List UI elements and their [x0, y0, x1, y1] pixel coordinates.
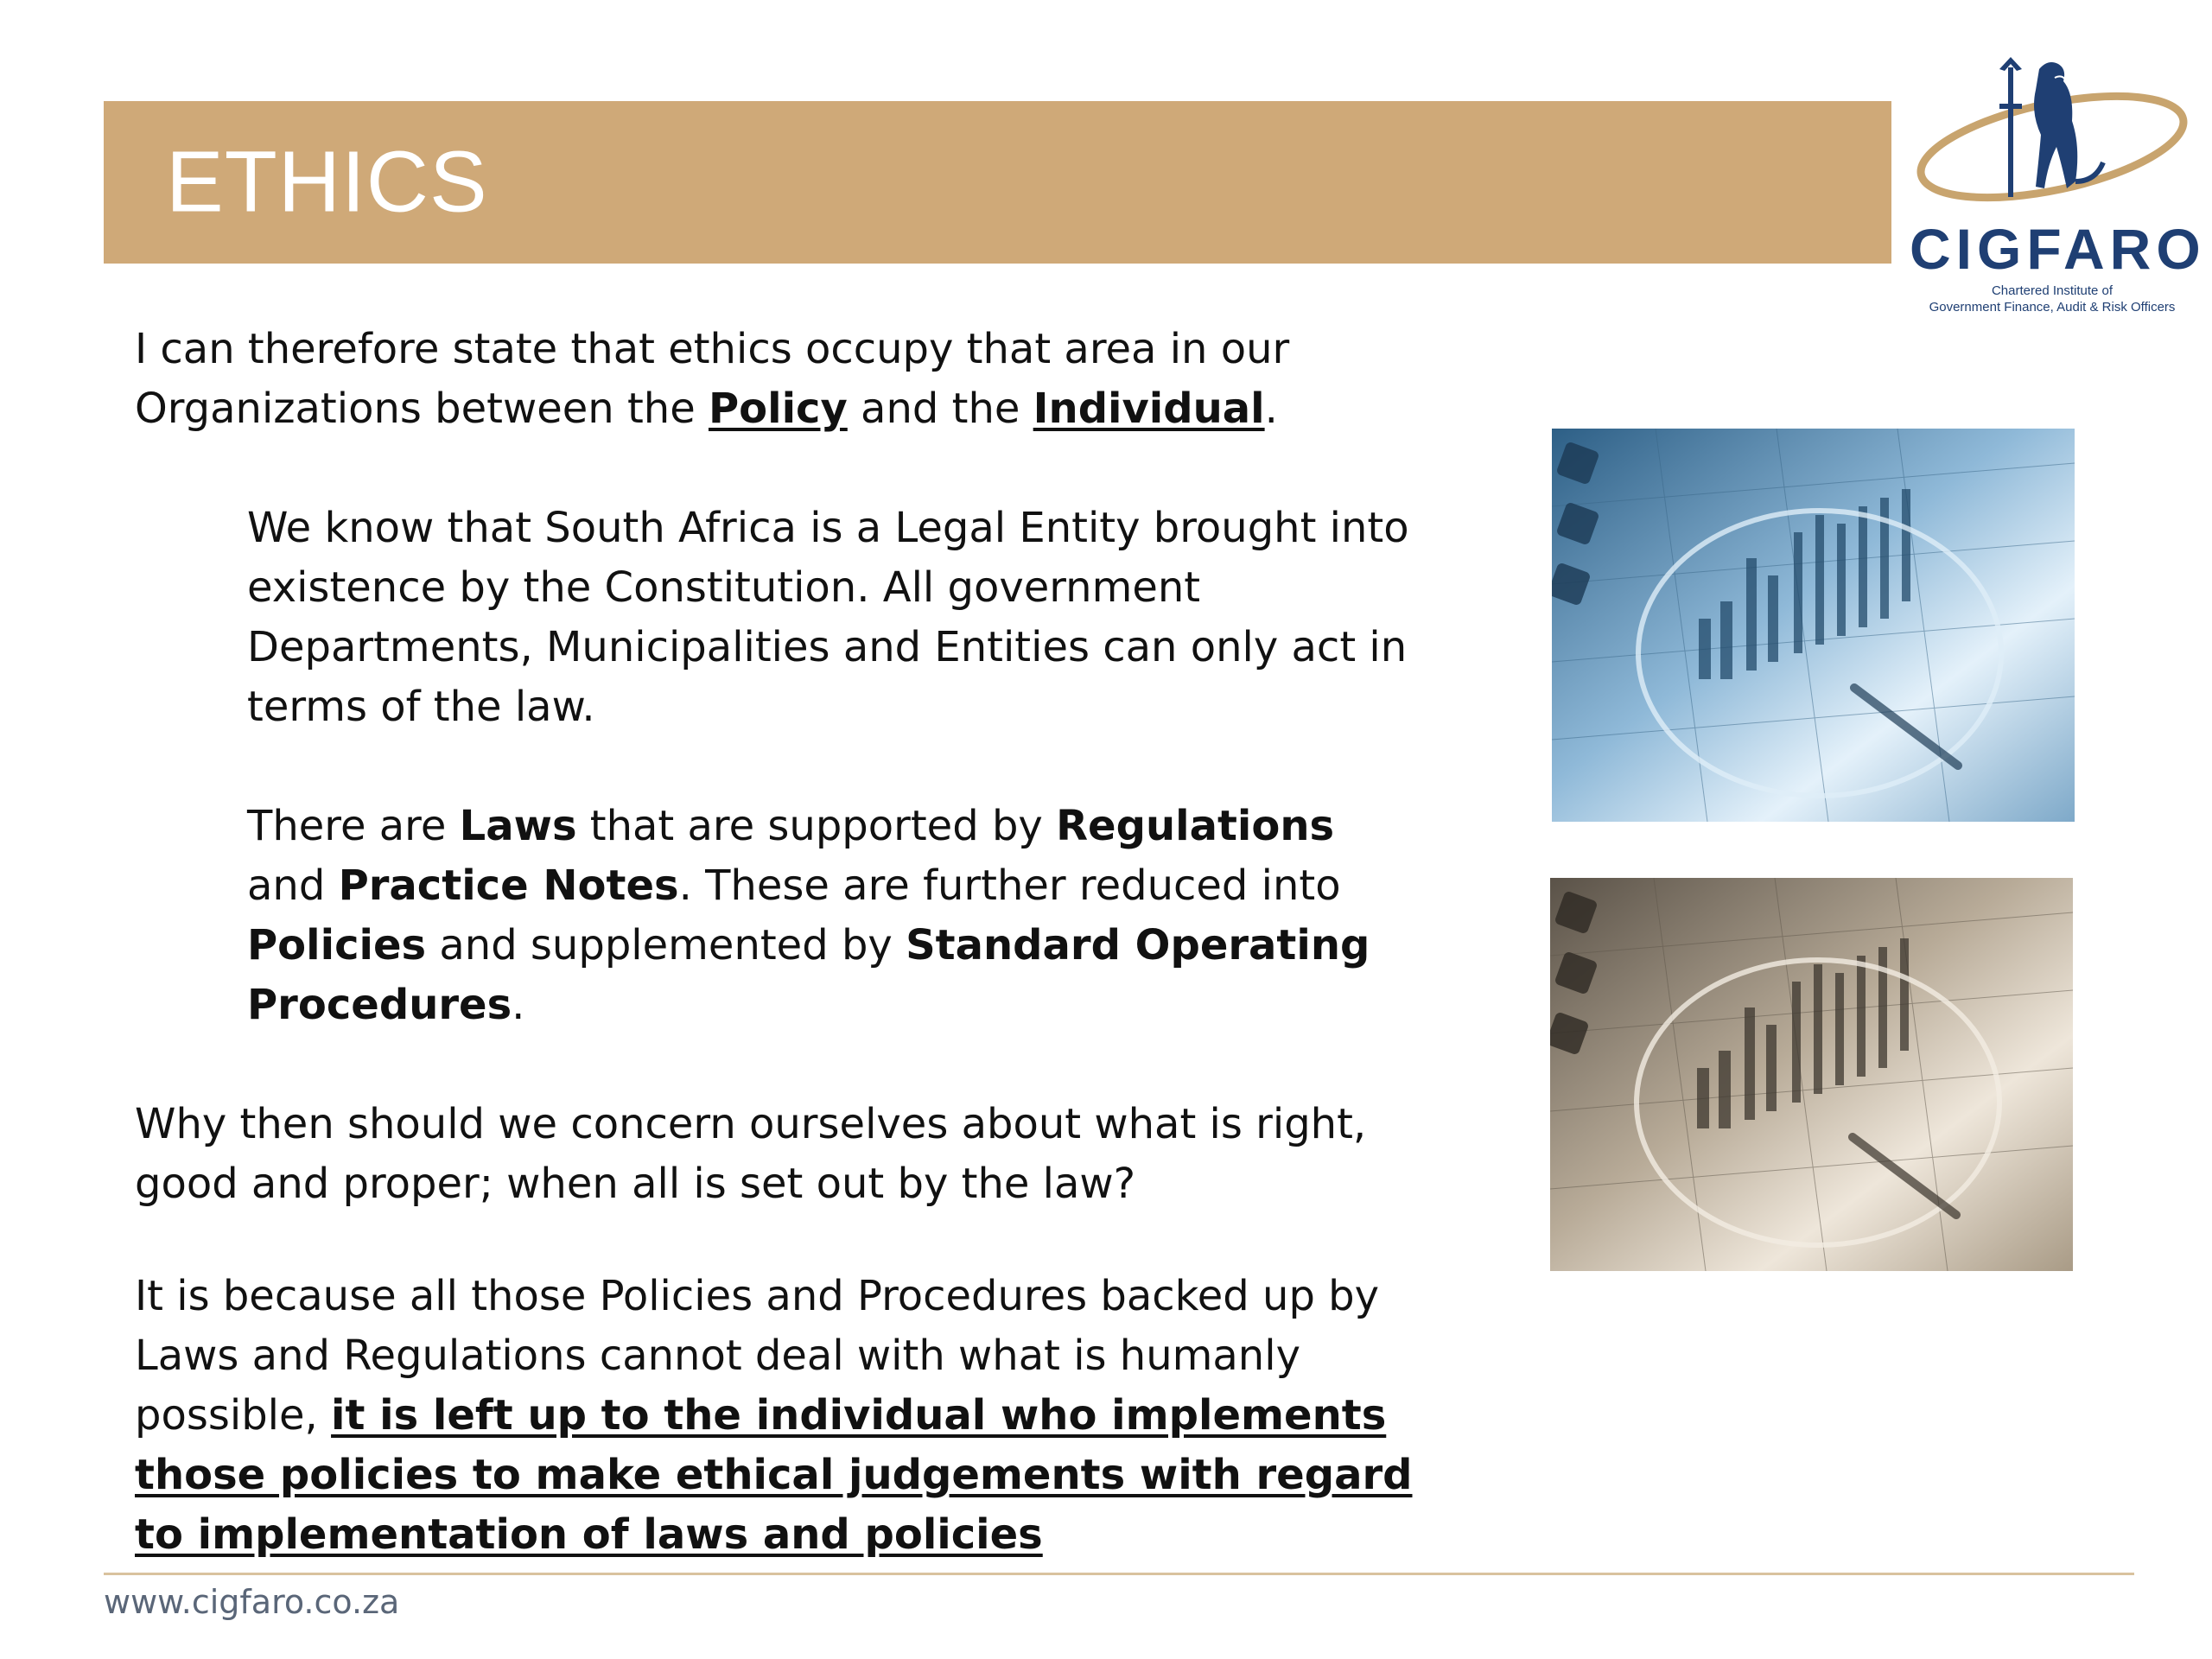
paragraph-why-concern: Why then should we concern ourselves about what is right, good and proper; when all is set out by the law?: [135, 1100, 1367, 1208]
text: I can therefore state that ethics occupy that area in our Organizations between the: [135, 325, 1290, 433]
text: .: [512, 981, 525, 1029]
title-bar: [104, 101, 1891, 264]
sop-emphasis: Standard Operating Procedures: [247, 921, 1370, 1029]
footer-website-link[interactable]: www.cigfaro.co.za: [104, 1583, 400, 1621]
paragraph-individual-judgement: [135, 1267, 1414, 1565]
individual-emphasis: Individual: [1033, 385, 1265, 433]
slide-title: ETHICS: [166, 133, 488, 231]
cigfaro-logo: [1910, 52, 2206, 315]
logo-subtitle-line2: Government Finance, Audit & Risk Officers: [1929, 300, 2176, 315]
text: and the: [847, 385, 1033, 433]
slide-body: [135, 320, 1414, 1565]
paragraph-policy-individual: [135, 320, 1414, 439]
laws-emphasis: Laws: [459, 802, 577, 850]
finance-photo-sepia: [1550, 878, 2073, 1271]
paragraph-laws-regulations: [135, 797, 1414, 1035]
text: that are supported by: [576, 802, 1057, 850]
text: It is because all those Policies and Procedures backed up by Laws and Regulations cannot deal with what is humanly possible,: [135, 1272, 1380, 1440]
regulations-emphasis: Regulations: [1056, 802, 1335, 850]
finance-chart-magnifier-icon: [1552, 429, 2075, 822]
paragraph-legal-entity: We know that South Africa is a Legal Entity brought into existence by the Constitution. All government Departments, Municipalities and Entities can only act in terms of the law.: [247, 504, 1409, 731]
text: .: [1264, 385, 1278, 433]
finance-chart-magnifier-icon: [1550, 878, 2073, 1271]
footer-divider: [104, 1573, 2134, 1575]
policies-emphasis: Policies: [247, 921, 427, 969]
logo-subtitle-line1: Chartered Institute of: [1991, 283, 2113, 298]
individual-judgement-emphasis: it is left up to the individual who implements those policies to make ethical judgements with regard to implementation of laws and policies: [135, 1391, 1413, 1559]
meerkat-emblem-icon: [1910, 52, 2195, 225]
practice-notes-emphasis: Practice Notes: [338, 861, 679, 910]
text: and: [247, 861, 339, 910]
text: There are: [247, 802, 460, 850]
policy-emphasis: Policy: [708, 385, 848, 433]
text: and supplemented by: [426, 921, 906, 969]
finance-photo-blue: [1552, 429, 2075, 822]
text: . These are further reduced into: [678, 861, 1341, 910]
logo-wordmark: CIGFARO: [1910, 217, 2206, 281]
